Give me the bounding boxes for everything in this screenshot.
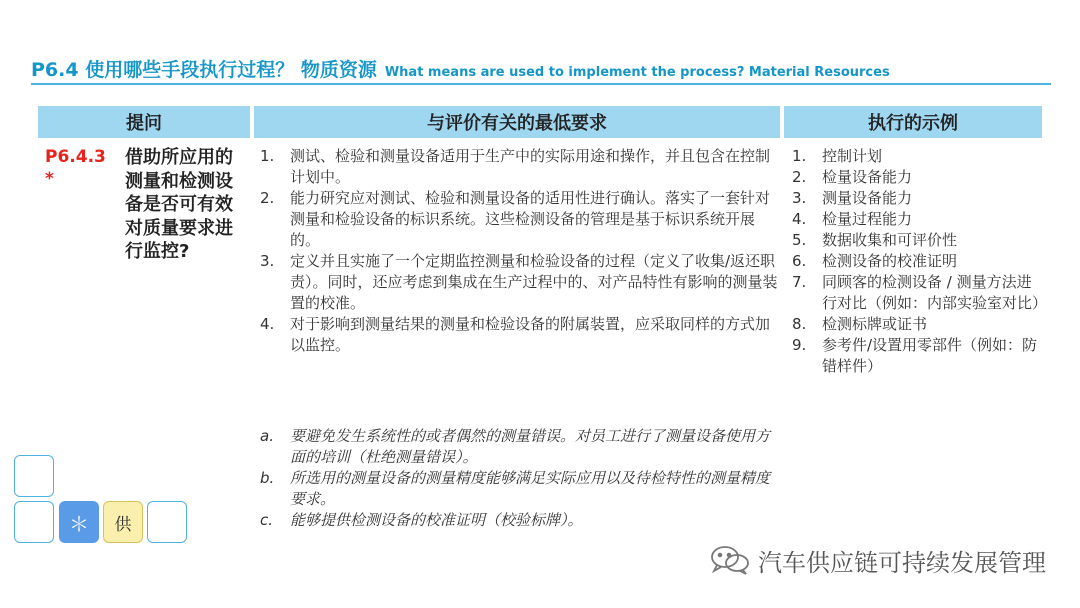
watermark bbox=[710, 542, 1046, 578]
note-item bbox=[260, 510, 780, 531]
example-item bbox=[792, 272, 1048, 314]
item-text: 检测设备的校准证明 bbox=[822, 252, 958, 270]
page-title bbox=[31, 55, 1051, 85]
wechat-icon bbox=[710, 544, 750, 576]
example-item bbox=[792, 251, 1042, 272]
item-number: 1. bbox=[260, 147, 275, 165]
item-code: P6.4.3 * bbox=[45, 147, 106, 189]
item-text: 要避免发生系统性的或者偶然的测量错误。对员工进行了测量设备使用方面的培训（杜绝测量错误）。 bbox=[290, 427, 771, 466]
item-letter: b. bbox=[260, 469, 275, 487]
item-number: 5. bbox=[792, 231, 807, 249]
item-text: 能够提供检测设备的校准证明（校验标牌）。 bbox=[290, 511, 583, 529]
item-number: 8. bbox=[792, 315, 807, 333]
empty-tile[interactable] bbox=[14, 501, 54, 543]
requirements-list bbox=[260, 146, 780, 356]
requirement-item bbox=[260, 314, 780, 356]
example-item bbox=[792, 167, 1042, 188]
item-number: 4. bbox=[260, 315, 275, 333]
item-text: 对于影响到测量结果的测量和检验设备的附属装置，应采取同样的方式加以监控。 bbox=[290, 315, 771, 354]
example-item bbox=[792, 314, 1042, 335]
note-item bbox=[260, 468, 780, 510]
item-text: 数据收集和可评价性 bbox=[822, 231, 958, 249]
item-number: 4. bbox=[792, 210, 807, 228]
header-question: 提问 bbox=[38, 106, 250, 138]
item-text: 测试、检验和测量设备适用于生产中的实际用途和操作，并且包含在控制计划中。 bbox=[290, 147, 771, 186]
example-item bbox=[792, 146, 1042, 167]
item-text: 检量过程能力 bbox=[822, 210, 913, 228]
example-item bbox=[792, 230, 1042, 251]
example-item bbox=[792, 188, 1042, 209]
requirement-item bbox=[260, 188, 780, 251]
examples-list bbox=[792, 146, 1048, 377]
title-main: P6.4 使用哪些手段执行过程？ 物质资源 bbox=[31, 59, 377, 81]
item-text: 检量设备能力 bbox=[822, 168, 913, 186]
item-letter: a. bbox=[260, 427, 274, 445]
empty-tile[interactable] bbox=[147, 501, 187, 543]
example-item bbox=[792, 209, 1042, 230]
notes-list bbox=[260, 426, 780, 531]
watermark-text: 汽车供应链可持续发展管理 bbox=[758, 548, 1046, 577]
example-item bbox=[792, 335, 1042, 377]
item-text: 能力研究应对测试、检验和测量设备的适用性进行确认。落实了一套针对测量和检验设备的标识系统。这些检测设备的管理是基于标识系统开展的。 bbox=[290, 189, 771, 249]
item-number: 7. bbox=[792, 273, 807, 291]
item-text: 同顾客的检测设备 / 测量方法进行对比（例如：内部实验室对比） bbox=[822, 273, 1048, 312]
item-number: 3. bbox=[260, 252, 275, 270]
item-number: 1. bbox=[792, 147, 807, 165]
requirement-item bbox=[260, 251, 780, 314]
header-examples: 执行的示例 bbox=[784, 106, 1042, 138]
item-text: 控制计划 bbox=[822, 147, 883, 165]
supply-tile[interactable]: 供 bbox=[103, 501, 143, 543]
header-requirements: 与评价有关的最低要求 bbox=[254, 106, 780, 138]
item-letter: c. bbox=[260, 511, 274, 529]
item-text: 定义并且实施了一个定期监控测量和检验设备的过程（定义了收集/返还职责）。同时，还应考虑到集成在生产过程中的、对产品特性有影响的测量装置的校准。 bbox=[290, 252, 778, 312]
item-text: 检测标牌或证书 bbox=[822, 315, 928, 333]
item-text: 测量设备能力 bbox=[822, 189, 913, 207]
item-number: 2. bbox=[792, 168, 807, 186]
empty-tile[interactable] bbox=[14, 455, 54, 497]
requirement-item bbox=[260, 146, 780, 188]
title-english: What means are used to implement the process? Material Resources bbox=[384, 65, 890, 80]
item-text: 参考件/设置用零部件（例如：防错样件） bbox=[822, 336, 1038, 375]
item-number: 3. bbox=[792, 189, 807, 207]
note-item bbox=[260, 426, 780, 468]
item-question: 借助所应用的测量和检测设备是否可有效对质量要求进行监控? bbox=[125, 147, 233, 262]
star-tile[interactable]: ＊ bbox=[59, 501, 99, 543]
item-number: 9. bbox=[792, 336, 807, 354]
item-text: 所选用的测量设备的测量精度能够满足实际应用以及待检特性的测量精度要求。 bbox=[290, 469, 771, 508]
item-number: 6. bbox=[792, 252, 807, 270]
item-number: 2. bbox=[260, 189, 275, 207]
